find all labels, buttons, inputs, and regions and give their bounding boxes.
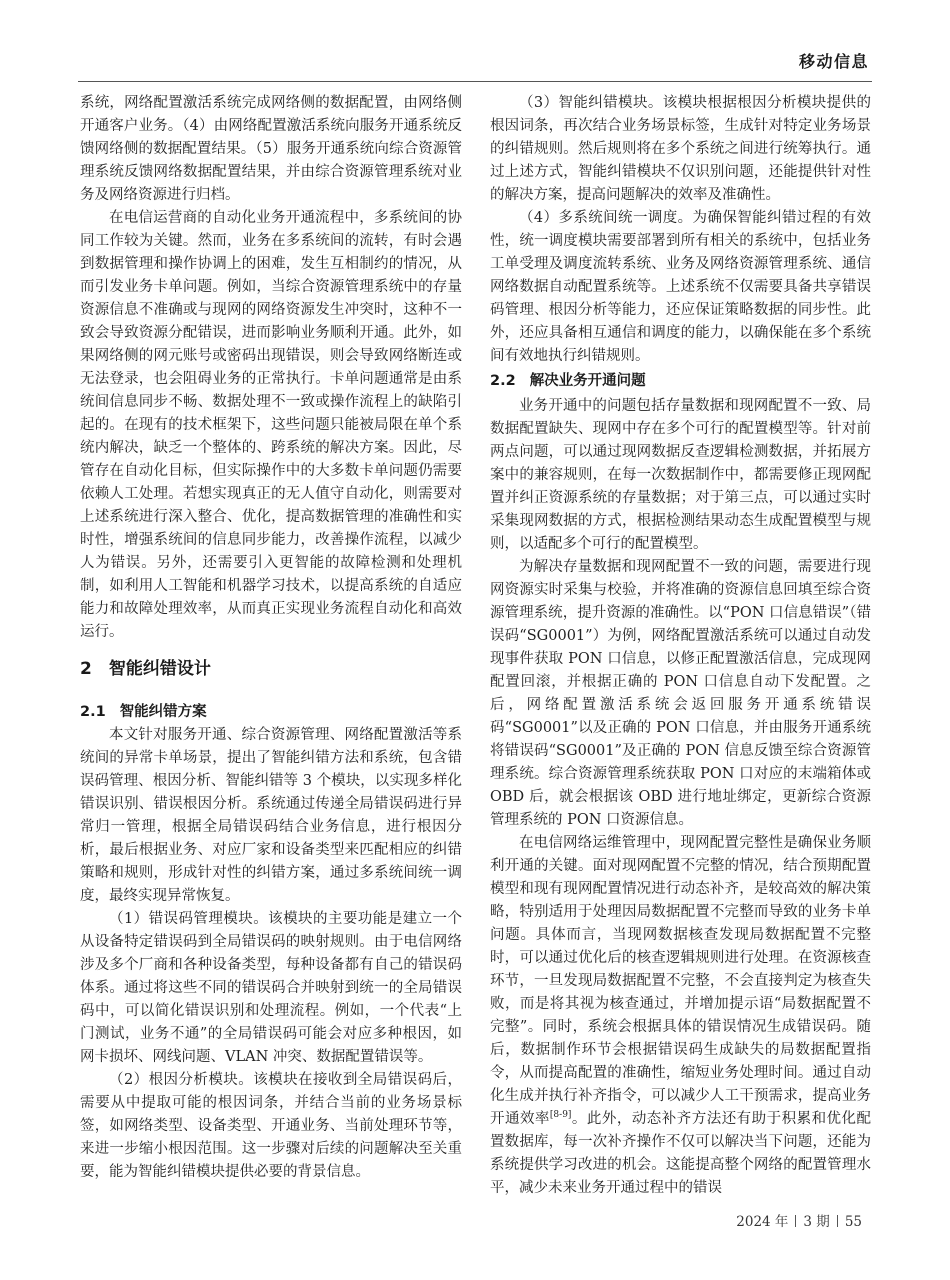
right-column: [490, 92, 871, 1204]
page-footer: [736, 1212, 862, 1232]
page-number: 55: [844, 1214, 862, 1230]
body-paragraph: 本文针对服务开通、综合资源管理、网络配置激活等系统间的异常卡单场景，提出了智能纠错方法和系统，包含错误码管理、根因分析、智能纠错等 3 个模块，以实现多样化错误识别、错误根因分析。系统通过传递全局错误码进行异常归一管理，根据全局错误码结合业务信息，进行根因分析，最后根据业务、对应厂家和设备类型来匹配相应的纠错策略和规则，形成针对性的纠错方案，通过多系统间统一调度，最终实现异常恢复。: [80, 727, 462, 904]
body-paragraph: 在电信运营商的自动化业务开通流程中，多系统间的协同工作较为关键。然而，业务在多系统间的流转，有时会遇到数据管理和操作协调上的困难，发生互相制约的情况，从而引发业务卡单问题。例如，当综合资源管理系统中的存量资源信息不准确或与现网的网络资源发生冲突时，这种不一致会导致资源分配错误，进而影响业务顺利开通。此外，如果网络侧的网元账号或密码出现错误，则会导致网络断连或无法登录，也会阻碍业务的正常执行。卡单问题通常是由系统间信息同步不畅、数据处理不一致或操作流程上的缺陷引起的。在现有的技术框架下，这些问题只能被局限在单个系统内解决，缺乏一个整体的、跨系统的解决方案。因此，尽管存在自动化目标，但实际操作中的大多数卡单问题仍需要依赖人工处理。若想实现真正的无人值守自动化，则需要对上述系统进行深入整合、优化，提高数据管理的准确性和实时性，增强系统间的信息同步能力，改善操作流程，以减少人为错误。另外，还需要引入更智能的故障检测和处理机制，如利用人工智能和机器学习技术，以提高系统的自适应能力和故障处理效率，从而真正实现业务流程自动化和高效运行。: [80, 210, 462, 640]
footer-year: 2024 年: [736, 1214, 789, 1230]
body-paragraph: （4）多系统间统一调度。为确保智能纠错过程的有效性，统一调度模块需要部署到所有相关的系统中，包括业务工单受理及调度流转系统、业务及网络资源管理系统、通信网络数据自动配置系统等。上述系统不仅需要具备共享错误码管理、根因分析等能力，还应保证策略数据的同步性。此外，还应具备相互通信和调度的能力，以确保能在多个系统间有效地执行纠错规则。: [490, 210, 871, 364]
subsection-title: 智能纠错方案: [119, 704, 207, 720]
footer-divider: [795, 1215, 796, 1227]
footer-divider: [837, 1215, 838, 1227]
section-title: 智能纠错设计: [108, 659, 211, 679]
subsection-number: 2.2: [490, 373, 516, 389]
subsection-title: 解决业务开通问题: [529, 373, 646, 389]
left-column: [80, 92, 462, 1204]
section-number: 2: [80, 659, 92, 679]
body-paragraph: （2）根因分析模块。该模块在接收到全局错误码后，需要从中提取可能的根因词条，并结合当前的业务场景标签，如网络类型、设备类型、开通业务、当前处理环节等，来进一步缩小根因范围。这一步骤对后续的问题解决至关重要，能为智能纠错模块提供必要的背景信息。: [80, 1072, 462, 1180]
paragraph-text: 在电信网络运维管理中，现网配置完整性是确保业务顺利开通的关键。面对现网配置不完整的情况，结合预期配置模型和现有现网配置情况进行动态补齐，是较高效的解决策略，特别适用于处理因局数据配置不完整而导致的业务卡单问题。具体而言，当现网数据核查发现局数据配置不完整时，可以通过优化后的核查逻辑规则进行处理。在资源核查环节，一旦发现局数据配置不完整，不会直接判定为核查失败，而是将其视为核查通过，并增加提示语“局数据配置不完整”。同时，系统会根据具体的错误情况生成错误码。随后，数据制作环节会根据错误码生成缺失的局数据配置指令，从而提高配置的准确性，缩短业务处理时间。通过自动化生成并执行补齐指令，可以减少人工干预需求，提高业务开通效率: [490, 835, 871, 1127]
body-paragraph: [490, 832, 871, 1200]
subsection-heading: [80, 700, 462, 724]
subsection-heading: [490, 369, 871, 393]
body-paragraph: 系统，网络配置激活系统完成网络侧的数据配置，由网络侧开通客户业务。（4）由网络配置激活系统向服务开通系统反馈网络侧的数据配置结果。（5）服务开通系统向综合资源管理系统反馈网络数据配置结果，并由综合资源管理系统对业务及网络资源进行归档。: [80, 95, 462, 203]
body-paragraph: 为解决存量数据和现网配置不一致的问题，需要进行现网资源实时采集与校验，并将准确的资源信息回填至综合资源管理系统，提升资源的准确性。以“PON 口信息错误”（错误码“SG0001”）为例，网络配置激活系统可以通过自动发现事件获取 PON 口信息，以修正配置激活信息，完成现网配置回滚，并根据正确的 PON 口信息自动下发配置。之后，网络配置激活系统会返回服务开通系统错误码“SG0001”以及正确的 PON 口信息，并由服务开通系统将错误码“SG0001”及正确的 PON 信息反馈至综合资源管理系统。综合资源管理系统获取 PON 口对应的末端箱体或 OBD 后，就会根据该 OBD 进行地址绑定，更新综合资源管理系统的 PON 口资源信息。: [490, 559, 871, 828]
body-paragraph: （3）智能纠错模块。该模块根据根因分析模块提供的根因词条，再次结合业务场景标签，生成针对特定业务场景的纠错规则。然后规则将在多个系统之间进行统筹执行。通过上述方式，智能纠错模块不仅识别问题，还能提供针对性的解决方案，提高问题解决的效率及准确性。: [490, 95, 871, 203]
header-rule: [78, 81, 872, 82]
paragraph-text: 。此外，动态补齐方法还有助于积累和优化配置数据库，每一次补齐操作不仅可以解决当下问题，还能为系统提供学习改进的机会。这能提高整个网络的配置管理水平，减少未来业务开通过程中的错误: [490, 1111, 871, 1196]
footer-issue: 3 期: [803, 1214, 830, 1230]
citation: [8-9]: [549, 1110, 572, 1121]
section-heading: [80, 656, 462, 682]
body-paragraph: 业务开通中的问题包括存量数据和现网配置不一致、局数据配置缺失、现网中存在多个可行的配置模型等。针对前两点问题，可以通过现网数据反查逻辑检测数据，并拓展方案中的兼容规则，在每一次数据制作中，都需要修正现网配置并纠正资源系统的存量数据；对于第三点，可以通过实时采集现网数据的方式，根据检测结果动态生成配置模型与规则，以适配多个可行的配置模型。: [490, 398, 871, 552]
body-paragraph: （1）错误码管理模块。该模块的主要功能是建立一个从设备特定错误码到全局错误码的映射规则。由于电信网络涉及多个厂商和各种设备类型，每种设备都有自己的错误码体系。通过将这些不同的错误码合并映射到统一的全局错误码中，可以简化错误识别和处理流程。例如，一个代表“上门测试，业务不通”的全局错误码可能会对应多种根因，如网卡损坏、网线问题、VLAN 冲突、数据配置错误等。: [80, 911, 462, 1065]
journal-name: 移动信息: [798, 52, 869, 71]
subsection-number: 2.1: [80, 704, 106, 720]
